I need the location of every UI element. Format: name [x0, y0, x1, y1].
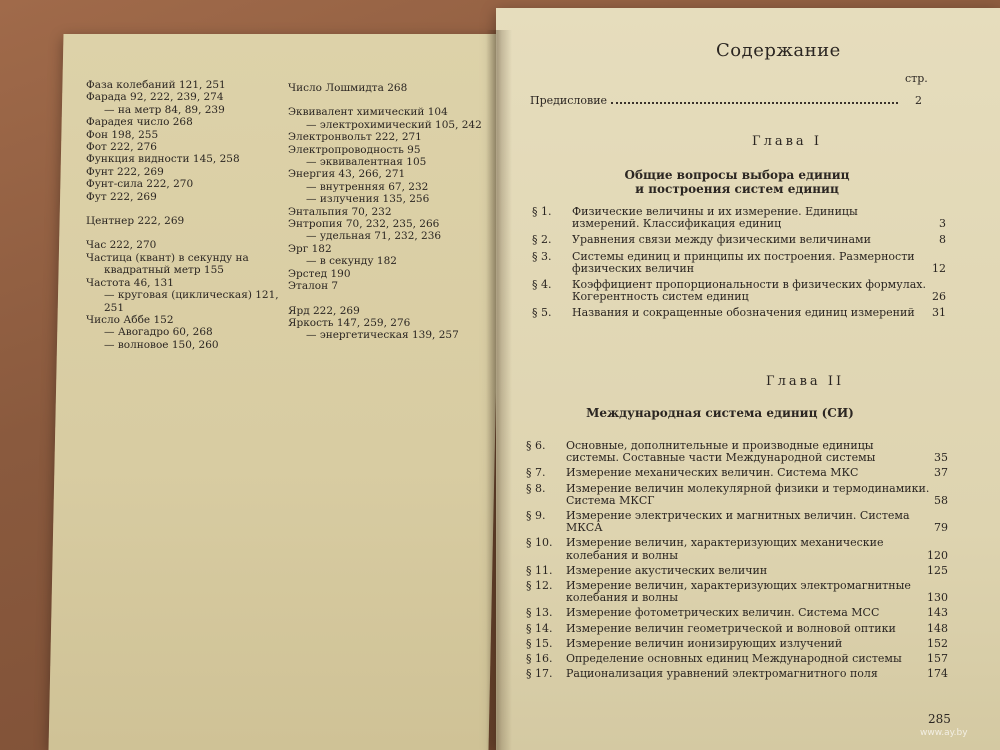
section-number: § 5.	[532, 306, 552, 320]
leader-dots	[611, 94, 898, 104]
toc-section-entry	[532, 205, 946, 231]
section-body	[566, 563, 948, 577]
index-entry: Фарадея число 268	[86, 116, 193, 129]
chapter-1-heading-line-1: Общие вопросы выбора единиц	[624, 168, 850, 182]
toc-title: Содержание	[716, 40, 841, 61]
page-number: 285	[928, 712, 951, 726]
preface-label: Предисловие	[530, 94, 608, 107]
index-entry: Яркость 147, 259, 276	[288, 316, 411, 329]
index-entry: Эрстед 190	[288, 267, 351, 280]
index-column-1	[86, 79, 286, 351]
index-column-2	[288, 82, 498, 342]
index-entry: — эквивалентная 105	[306, 156, 427, 169]
section-title: Коэффициент пропорциональности в физических формулах. Когерентность систем единиц	[572, 278, 926, 304]
index-entry: Энергия 43, 266, 271	[288, 168, 406, 181]
index-entry: Число Лошмидта 268	[288, 82, 408, 94]
index-entry: Эрг 182	[288, 242, 332, 255]
toc-section-entry	[532, 249, 946, 275]
section-number: § 13.	[526, 606, 553, 620]
toc-section-entry	[526, 636, 948, 650]
toc-section-entry	[526, 652, 948, 666]
section-number: § 10.	[526, 536, 553, 550]
index-entry: Энтальпия 70, 232	[288, 205, 392, 218]
index-entry: Фаза колебаний 121, 251	[86, 79, 226, 91]
page-column-header: стр.	[905, 72, 928, 85]
section-number: § 1.	[532, 205, 552, 218]
section-body	[572, 278, 946, 304]
section-number: § 12.	[526, 579, 553, 593]
index-entry: Фон 198, 255	[86, 128, 159, 141]
toc-section-entry	[526, 563, 948, 577]
section-page: 8	[939, 233, 946, 247]
section-page: 31	[932, 306, 946, 320]
index-entry: квадратный метр 155	[104, 264, 224, 277]
index-entry: Фунт-сила 222, 270	[86, 178, 194, 191]
section-title: Измерение акустических величин	[566, 563, 768, 577]
section-title: Измерение величин геометрической и волновой оптики	[566, 621, 896, 635]
section-page: 26	[932, 290, 946, 304]
section-page: 35	[934, 451, 948, 465]
toc-section-entry	[526, 621, 948, 635]
index-entry: Функция видности 145, 258	[86, 153, 240, 166]
section-title: Измерение величин ионизирующих излучений	[566, 636, 843, 650]
section-body	[566, 579, 948, 605]
toc-section-entry	[526, 579, 948, 605]
section-body	[566, 636, 948, 650]
section-body	[566, 621, 948, 635]
section-title: Определение основных единиц Международной системы	[566, 652, 902, 666]
index-entry: — Авогадро 60, 268	[104, 326, 213, 339]
section-body	[566, 536, 948, 562]
section-body	[566, 606, 948, 620]
section-body	[572, 306, 946, 320]
chapter-1-sections	[532, 205, 946, 324]
section-body	[566, 481, 948, 507]
section-body	[566, 466, 948, 480]
section-title: Измерение величин, характеризующих электромагнитные колебания и волны	[566, 579, 911, 605]
section-page: 58	[934, 493, 948, 507]
toc-section-entry	[532, 233, 946, 247]
chapter-2-label: Глава II	[766, 374, 845, 389]
section-title: Основные, дополнительные и производные единицы системы. Составные части Международной системы	[566, 439, 876, 465]
section-number: § 8.	[526, 481, 546, 495]
toc-section-entry	[526, 466, 948, 480]
toc-section-entry	[526, 509, 948, 535]
index-entry: Фарада 92, 222, 239, 274	[86, 91, 224, 104]
toc-section-entry	[526, 481, 948, 507]
chapter-1-label: Глава I	[752, 134, 822, 149]
section-page: 148	[927, 621, 948, 635]
chapter-1-heading	[582, 168, 892, 196]
section-title: Измерение величин, характеризующих механические колебания и волны	[566, 536, 884, 562]
section-number: § 11.	[526, 563, 553, 577]
index-entry: — электрохимический 105, 242	[306, 118, 482, 131]
index-entry: Фут 222, 269	[86, 190, 157, 203]
section-page: 79	[934, 521, 948, 535]
section-page: 130	[927, 591, 948, 605]
section-number: § 17.	[526, 667, 553, 681]
section-title: Измерение механических величин. Система МКС	[566, 466, 859, 480]
index-entry: Фот 222, 276	[86, 141, 157, 154]
section-page: 125	[927, 563, 948, 577]
section-body	[566, 667, 948, 681]
chapter-1-heading-line-2: и построения систем единиц	[635, 182, 839, 196]
chapter-2-sections	[526, 439, 948, 683]
section-number: § 15.	[526, 636, 553, 650]
index-entry: Эталон 7	[288, 280, 339, 293]
section-body	[566, 439, 948, 465]
index-entry: — энергетическая 139, 257	[306, 329, 459, 342]
index-entry: Электропроводность 95	[288, 143, 421, 156]
toc-section-entry	[532, 278, 946, 304]
index-entry: — волновое 150, 260	[104, 338, 219, 351]
section-title: Измерение фотометрических величин. Система МСС	[566, 606, 880, 620]
index-entry: Число Аббе 152	[86, 313, 174, 326]
chapter-2-heading: Международная система единиц (СИ)	[586, 406, 854, 420]
toc-section-entry	[526, 667, 948, 681]
section-body	[572, 249, 946, 275]
section-body	[572, 233, 946, 247]
index-entry: 251	[104, 301, 125, 314]
index-entry: — излучения 135, 256	[306, 193, 430, 206]
toc-section-entry	[526, 606, 948, 620]
preface-page: 2	[915, 94, 922, 107]
index-entry: Частота 46, 131	[86, 276, 174, 289]
section-title: Уравнения связи между физическими величинами	[572, 233, 871, 247]
section-number: § 16.	[526, 652, 553, 666]
section-page: 3	[939, 217, 946, 231]
section-number: § 3.	[532, 249, 552, 263]
section-page: 37	[934, 466, 948, 480]
section-body	[566, 509, 948, 535]
section-page: 143	[927, 606, 948, 620]
index-entry: Электронвольт 222, 271	[288, 131, 422, 144]
index-entry: Эквивалент химический 104	[288, 106, 448, 119]
section-body	[566, 652, 948, 666]
index-entry: Энтропия 70, 232, 235, 266	[288, 218, 440, 231]
section-title: Системы единиц и принципы их построения. Размерности физических величин	[572, 249, 915, 275]
section-page: 152	[927, 636, 948, 650]
section-number: § 14.	[526, 621, 553, 635]
toc-section-entry	[526, 536, 948, 562]
section-body	[572, 205, 946, 231]
index-entry: — на метр 84, 89, 239	[104, 103, 225, 116]
toc-section-entry	[526, 439, 948, 465]
index-entry: Фунт 222, 269	[86, 165, 164, 178]
index-gap	[86, 203, 286, 215]
index-entry: — удельная 71, 232, 236	[306, 230, 442, 243]
section-number: § 2.	[532, 233, 552, 247]
section-number: § 6.	[526, 439, 546, 452]
section-title: Измерение электрических и магнитных величин. Система МКСА	[566, 509, 910, 535]
index-gap	[86, 227, 286, 239]
index-entry: Частица (квант) в секунду на	[86, 251, 249, 264]
index-entry: Центнер 222, 269	[86, 215, 185, 228]
toc-entry-preface	[530, 94, 922, 107]
index-gap	[288, 293, 498, 305]
index-entry: — внутренняя 67, 232	[306, 180, 429, 193]
index-entry: Час 222, 270	[86, 239, 157, 252]
index-entry: — в секунду 182	[306, 255, 397, 268]
watermark: www.ay.by	[920, 728, 968, 738]
section-page: 157	[927, 652, 948, 666]
section-title: Измерение величин молекулярной физики и термодинамики. Система МКСГ	[566, 481, 930, 507]
section-page: 174	[927, 667, 948, 681]
section-page: 12	[932, 261, 946, 275]
section-number: § 4.	[532, 278, 552, 292]
section-title: Названия и сокращенные обозначения единиц измерений	[572, 306, 915, 320]
section-title: Физические величины и их измерение. Единицы измерений. Классификация единиц	[572, 205, 858, 231]
section-page: 120	[927, 548, 948, 562]
index-gap	[288, 94, 498, 106]
section-number: § 9.	[526, 509, 546, 523]
index-entry: Ярд 222, 269	[288, 304, 360, 317]
toc-section-entry	[532, 306, 946, 320]
section-number: § 7.	[526, 466, 546, 480]
section-title: Рационализация уравнений электромагнитного поля	[566, 667, 878, 681]
index-entry: — круговая (циклическая) 121,	[104, 289, 279, 302]
